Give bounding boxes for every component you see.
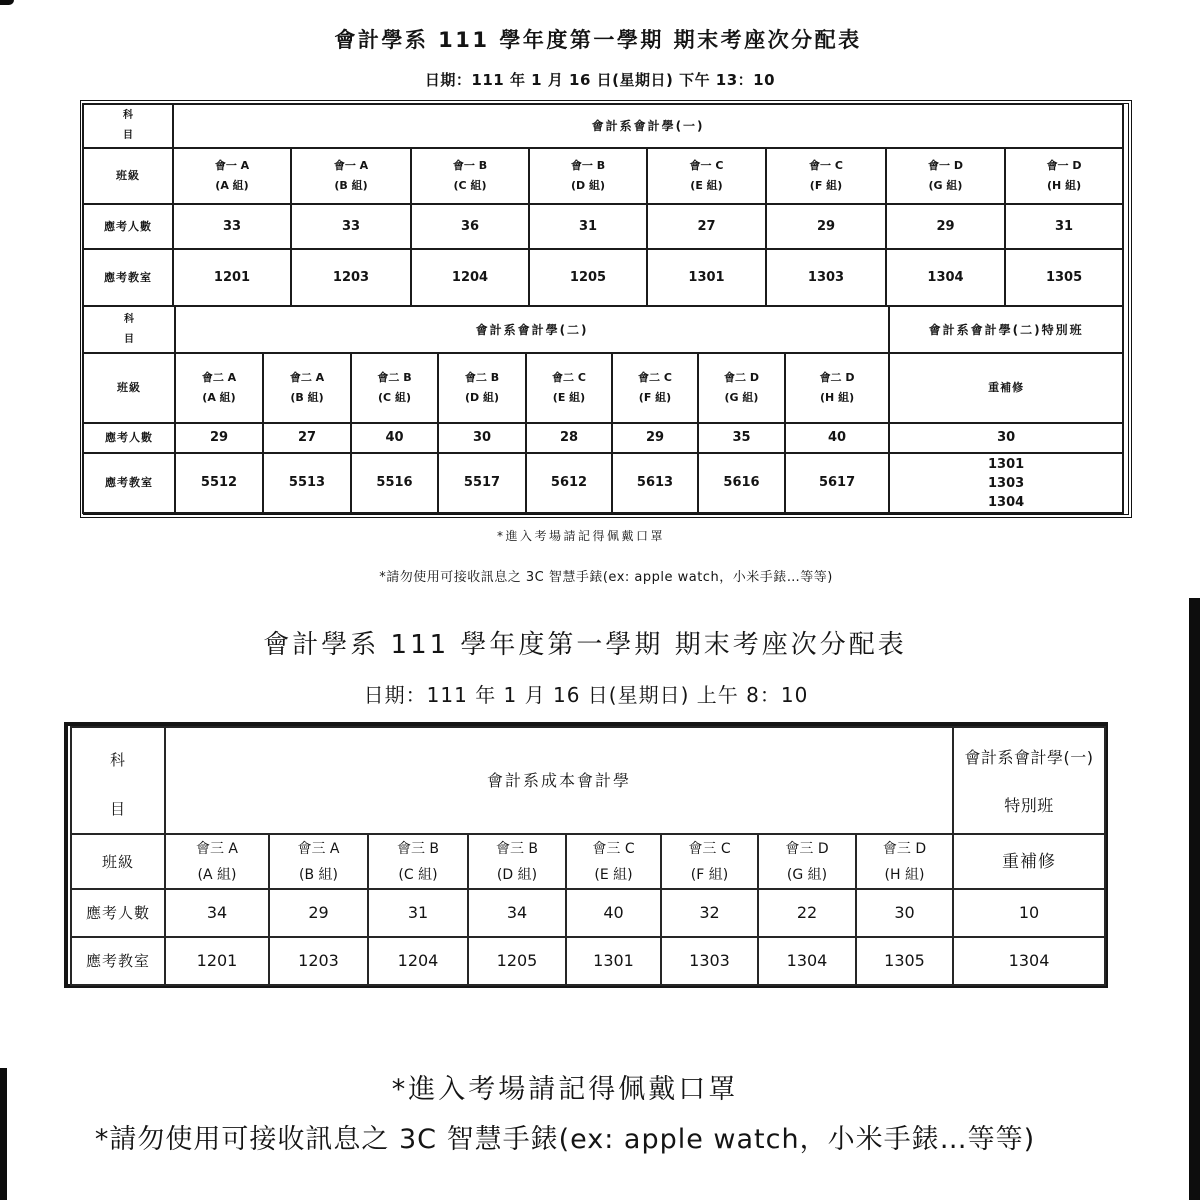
class-cell xyxy=(566,834,661,889)
count-cell: 31 xyxy=(368,889,468,937)
count-cell: 27 xyxy=(263,423,351,453)
class-row xyxy=(83,353,1123,423)
class-cell xyxy=(165,834,269,889)
subject-label-bottom: 目 xyxy=(124,333,134,345)
room-cell: 1205 xyxy=(468,937,566,985)
class-name: 會一 B xyxy=(570,159,606,172)
subject-label-top: 科 xyxy=(124,313,134,325)
count-label-cell: 應考人數 xyxy=(83,423,175,453)
subject-label-cell xyxy=(71,727,165,834)
subject-label-cell xyxy=(83,306,175,353)
class-cell xyxy=(526,353,612,423)
sheet-top-note-smartwatch: *請勿使用可接收訊息之 3C 智慧手錶(ex: apple watch，小米手錶…等等) xyxy=(379,570,833,585)
special-subject-line2: 特別班 xyxy=(1004,796,1054,815)
subject-label-top: 科 xyxy=(109,751,126,769)
class-name: 會三 A xyxy=(297,840,340,857)
count-cell: 40 xyxy=(566,889,661,937)
room-cell: 1305 xyxy=(1005,249,1123,306)
room-cell: 1203 xyxy=(291,249,411,306)
class-group: (E 組) xyxy=(594,866,633,883)
class-group: (F 組) xyxy=(809,179,843,192)
room-cell: 1204 xyxy=(368,937,468,985)
room-cell: 1303 xyxy=(766,249,886,306)
room-label-cell: 應考教室 xyxy=(83,249,173,306)
room-row xyxy=(83,453,1123,513)
special-count-cell: 30 xyxy=(889,423,1123,453)
subject-label-cell xyxy=(83,104,173,148)
subject-label-top: 科 xyxy=(123,110,133,121)
class-cell xyxy=(351,353,438,423)
count-cell: 33 xyxy=(291,204,411,249)
count-row xyxy=(83,423,1123,453)
special-subject-cell xyxy=(953,727,1105,834)
class-name: 會一 A xyxy=(214,159,250,172)
count-cell: 30 xyxy=(438,423,526,453)
class-name: 會二 D xyxy=(724,371,759,384)
count-cell: 28 xyxy=(526,423,612,453)
class-cell xyxy=(173,148,291,204)
class-cell xyxy=(269,834,368,889)
class-name: 會一 C xyxy=(809,159,843,172)
class-group: (A 組) xyxy=(197,866,237,883)
class-cell xyxy=(886,148,1005,204)
count-cell: 34 xyxy=(165,889,269,937)
room-cell: 5616 xyxy=(698,453,785,513)
class-group: (C 組) xyxy=(453,179,487,192)
class-group: (F 組) xyxy=(690,866,729,883)
count-cell: 22 xyxy=(758,889,856,937)
class-cell xyxy=(1005,148,1123,204)
class-group: (G 組) xyxy=(928,179,963,192)
class-name: 會一 A xyxy=(333,159,369,172)
special-class-cell: 重補修 xyxy=(953,834,1105,889)
class-label-cell: 班級 xyxy=(83,353,175,423)
class-cell xyxy=(175,353,263,423)
class-group: (C 組) xyxy=(378,391,411,404)
count-cell: 29 xyxy=(175,423,263,453)
class-name: 會二 B xyxy=(377,371,412,384)
class-name: 會一 C xyxy=(689,159,724,172)
class-group: (B 組) xyxy=(290,391,324,404)
class-name: 會二 B xyxy=(464,371,500,384)
room-label-cell: 應考教室 xyxy=(71,937,165,985)
count-cell: 29 xyxy=(886,204,1005,249)
class-group: (C 組) xyxy=(398,866,438,883)
class-cell xyxy=(468,834,566,889)
class-group: (D 組) xyxy=(570,179,605,192)
room-label-cell: 應考教室 xyxy=(83,453,175,513)
class-cell xyxy=(856,834,953,889)
class-name: 會三 C xyxy=(688,840,731,857)
class-cell xyxy=(291,148,411,204)
subject-row xyxy=(83,104,1123,148)
class-group: (G 組) xyxy=(786,866,828,883)
seating-table-accounting-1 xyxy=(82,103,1124,307)
sheet-bottom-title: 會計學系 111 學年度第一學期 期末考座次分配表 xyxy=(263,630,907,660)
count-label-cell: 應考人數 xyxy=(83,204,173,249)
class-name: 會二 A xyxy=(289,371,325,384)
class-cell xyxy=(612,353,698,423)
class-name: 會二 C xyxy=(638,371,672,384)
subject-row xyxy=(83,306,1123,353)
class-name: 會三 C xyxy=(592,840,635,857)
count-row xyxy=(71,889,1105,937)
class-name: 會三 A xyxy=(195,840,239,857)
class-label-cell: 班級 xyxy=(83,148,173,204)
count-cell: 40 xyxy=(351,423,438,453)
class-name: 會二 D xyxy=(819,371,855,384)
class-name: 會二 A xyxy=(201,371,237,384)
room-cell: 5612 xyxy=(526,453,612,513)
class-row xyxy=(83,148,1123,204)
special-room-cell: 1304 xyxy=(953,937,1105,985)
count-label-cell: 應考人數 xyxy=(71,889,165,937)
room-cell: 1201 xyxy=(173,249,291,306)
count-cell: 31 xyxy=(1005,204,1123,249)
count-cell: 33 xyxy=(173,204,291,249)
special-class-cell: 重補修 xyxy=(889,353,1123,423)
class-group: (D 組) xyxy=(496,866,538,883)
class-group: (H 組) xyxy=(884,866,925,883)
class-cell xyxy=(785,353,889,423)
count-cell: 36 xyxy=(411,204,529,249)
class-cell xyxy=(368,834,468,889)
subject-label-bottom: 目 xyxy=(109,800,126,818)
room-row xyxy=(71,937,1105,985)
sheet-bottom-note-smartwatch: *請勿使用可接收訊息之 3C 智慧手錶(ex: apple watch，小米手錶…等等) xyxy=(94,1124,1036,1155)
class-group: (E 組) xyxy=(552,391,586,404)
sheet-top-title: 會計學系 111 學年度第一學期 期末考座次分配表 xyxy=(334,28,862,52)
room-cell: 5513 xyxy=(263,453,351,513)
class-cell xyxy=(766,148,886,204)
room-cell: 1304 xyxy=(758,937,856,985)
room-cell: 1301 xyxy=(647,249,766,306)
class-group: (G 組) xyxy=(724,391,759,404)
room-cell: 1203 xyxy=(269,937,368,985)
special-room: 1303 xyxy=(988,475,1025,491)
class-name: 會一 D xyxy=(928,159,963,172)
subject-row xyxy=(71,727,1105,834)
room-cell: 1201 xyxy=(165,937,269,985)
room-cell: 5512 xyxy=(175,453,263,513)
sheet-top-note-mask: *進入考場請記得佩戴口罩 xyxy=(496,529,665,543)
class-cell xyxy=(758,834,856,889)
special-count-cell: 10 xyxy=(953,889,1105,937)
class-cell xyxy=(438,353,526,423)
count-cell: 31 xyxy=(529,204,647,249)
class-cell xyxy=(661,834,758,889)
special-room: 1301 xyxy=(988,456,1025,472)
count-cell: 32 xyxy=(661,889,758,937)
room-cell: 1303 xyxy=(661,937,758,985)
scan-edge-shadow-right xyxy=(1189,598,1200,1200)
count-cell: 29 xyxy=(269,889,368,937)
class-group: (B 組) xyxy=(334,179,368,192)
count-cell: 40 xyxy=(785,423,889,453)
room-cell: 1205 xyxy=(529,249,647,306)
scan-edge-mark-top-left xyxy=(0,0,14,5)
class-group: (H 組) xyxy=(820,391,855,404)
class-name: 會三 B xyxy=(396,840,440,857)
class-cell xyxy=(411,148,529,204)
room-cell: 5517 xyxy=(438,453,526,513)
seating-table-accounting-2 xyxy=(82,305,1124,514)
class-group: (B 組) xyxy=(299,866,338,883)
subject-name-cell: 會計系會計學(二) xyxy=(175,306,889,353)
room-cell: 1305 xyxy=(856,937,953,985)
room-cell: 5516 xyxy=(351,453,438,513)
seating-table-cost-accounting xyxy=(70,726,1106,986)
subject-name-cell: 會計系成本會計學 xyxy=(165,727,953,834)
count-cell: 34 xyxy=(468,889,566,937)
class-group: (F 組) xyxy=(638,391,672,404)
class-cell xyxy=(263,353,351,423)
count-cell: 30 xyxy=(856,889,953,937)
class-group: (D 組) xyxy=(464,391,499,404)
room-cell: 1301 xyxy=(566,937,661,985)
class-name: 會二 C xyxy=(552,371,586,384)
sheet-bottom-exam-date: 日期：111 年 1 月 16 日(星期日) 上午 8：10 xyxy=(363,683,809,707)
subject-label-bottom: 目 xyxy=(123,130,133,141)
count-cell: 29 xyxy=(766,204,886,249)
subject-name-cell: 會計系會計學(一) xyxy=(173,104,1123,148)
class-cell xyxy=(647,148,766,204)
count-row xyxy=(83,204,1123,249)
special-subject-cell: 會計系會計學(二)特別班 xyxy=(889,306,1123,353)
special-room: 1304 xyxy=(988,494,1025,510)
sheet-bottom-note-mask: *進入考場請記得佩戴口罩 xyxy=(391,1074,739,1105)
room-cell: 1304 xyxy=(886,249,1005,306)
special-rooms-cell xyxy=(889,453,1123,513)
class-cell xyxy=(698,353,785,423)
room-cell: 5613 xyxy=(612,453,698,513)
room-cell: 5617 xyxy=(785,453,889,513)
class-group: (A 組) xyxy=(202,391,236,404)
class-group: (H 組) xyxy=(1047,179,1082,192)
class-name: 會一 D xyxy=(1046,159,1082,172)
class-cell xyxy=(529,148,647,204)
sheet-top-exam-date: 日期：111 年 1 月 16 日(星期日) 下午 13：10 xyxy=(424,71,776,89)
room-cell: 1204 xyxy=(411,249,529,306)
room-row xyxy=(83,249,1123,306)
count-cell: 35 xyxy=(698,423,785,453)
special-subject-line1: 會計系會計學(一) xyxy=(964,748,1094,767)
count-cell: 27 xyxy=(647,204,766,249)
class-group: (A 組) xyxy=(215,179,249,192)
class-label-cell: 班級 xyxy=(71,834,165,889)
class-row xyxy=(71,834,1105,889)
class-group: (E 組) xyxy=(690,179,723,192)
class-name: 會三 B xyxy=(495,840,539,857)
class-name: 會三 D xyxy=(882,840,927,857)
class-name: 會一 B xyxy=(452,159,488,172)
class-name: 會三 D xyxy=(785,840,829,857)
count-cell: 29 xyxy=(612,423,698,453)
